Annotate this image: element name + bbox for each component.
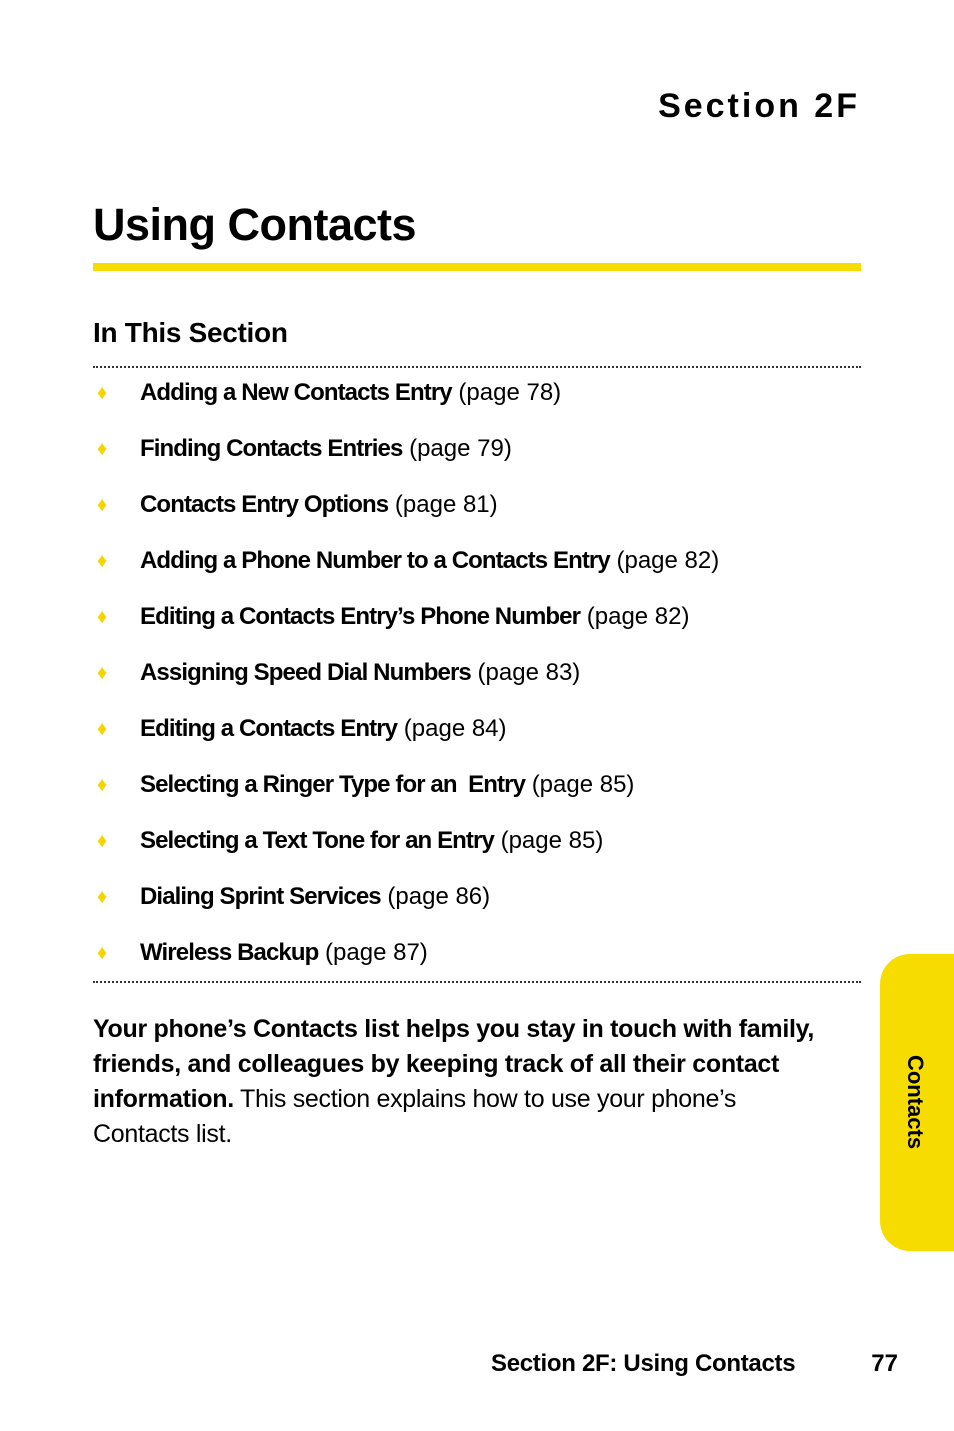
diamond-bullet-icon: ♦ [97, 774, 108, 796]
toc-item-title: Wireless Backup [140, 939, 319, 966]
diamond-bullet-icon: ♦ [97, 438, 108, 460]
intro-normal-text: This section explains how to use your phone’s Contacts list. [93, 1085, 737, 1148]
diamond-bullet-icon: ♦ [97, 606, 108, 628]
dotted-divider-bottom [93, 981, 861, 983]
page-title: Using Contacts [93, 199, 417, 250]
intro-bold-text: Your phone’s Contacts list helps you stay in touch with family, friends, and colleagues by keeping track of all their contact information. [93, 1015, 815, 1113]
toc-item[interactable] [93, 484, 863, 540]
toc-item-page: (page 81) [394, 491, 498, 518]
toc-item-title: Selecting a Ringer Type for an Entry [140, 771, 526, 798]
toc-item[interactable] [93, 428, 863, 484]
diamond-bullet-icon: ♦ [97, 942, 108, 964]
toc-item[interactable] [93, 932, 863, 988]
side-tab-label: Contacts [903, 1054, 928, 1150]
diamond-bullet-icon: ♦ [97, 830, 108, 852]
toc-item[interactable] [93, 820, 863, 876]
toc-item-title: Dialing Sprint Services [140, 883, 381, 910]
toc-item-title: Finding Contacts Entries [140, 435, 403, 462]
toc-item-page: (page 85) [500, 827, 604, 854]
toc-item-title: Editing a Contacts Entry [140, 715, 398, 742]
title-underline [93, 263, 861, 271]
toc-item-page: (page 84) [403, 715, 507, 742]
toc-item-page: (page 87) [325, 939, 428, 966]
diamond-bullet-icon: ♦ [97, 718, 108, 740]
toc-item-title: Assigning Speed Dial Numbers [140, 659, 471, 686]
footer-section-title: Section 2F: Using Contacts [491, 1350, 796, 1377]
toc-list [93, 372, 863, 988]
toc-item[interactable] [93, 652, 863, 708]
toc-item-page: (page 82) [616, 547, 720, 574]
toc-item-page: (page 79) [409, 435, 512, 462]
toc-item-title: Selecting a Text Tone for an Entry [140, 827, 494, 854]
toc-item-page: (page 85) [531, 771, 635, 798]
toc-item-title: Adding a New Contacts Entry [140, 379, 452, 406]
diamond-bullet-icon: ♦ [97, 382, 108, 404]
toc-item[interactable] [93, 764, 863, 820]
toc-item[interactable] [93, 372, 863, 428]
toc-item[interactable] [93, 708, 863, 764]
toc-item-page: (page 83) [477, 659, 581, 686]
diamond-bullet-icon: ♦ [97, 886, 108, 908]
toc-item[interactable] [93, 540, 863, 596]
in-this-section-heading: In This Section [93, 317, 288, 348]
section-label: Section 2F [658, 87, 860, 125]
toc-item[interactable] [93, 596, 863, 652]
dotted-divider-top [93, 366, 861, 368]
page-number: 77 [871, 1350, 898, 1377]
diamond-bullet-icon: ♦ [97, 662, 108, 684]
toc-item-title: Contacts Entry Options [140, 491, 389, 518]
diamond-bullet-icon: ♦ [97, 550, 108, 572]
intro-paragraph [93, 1012, 828, 1152]
toc-item-title: Editing a Contacts Entry’s Phone Number [140, 603, 581, 630]
toc-item-page: (page 82) [586, 603, 690, 630]
toc-item-title: Adding a Phone Number to a Contacts Entry [140, 547, 610, 574]
toc-item[interactable] [93, 876, 863, 932]
toc-item-page: (page 86) [387, 883, 491, 910]
toc-item-page: (page 78) [458, 379, 562, 406]
diamond-bullet-icon: ♦ [97, 494, 108, 516]
